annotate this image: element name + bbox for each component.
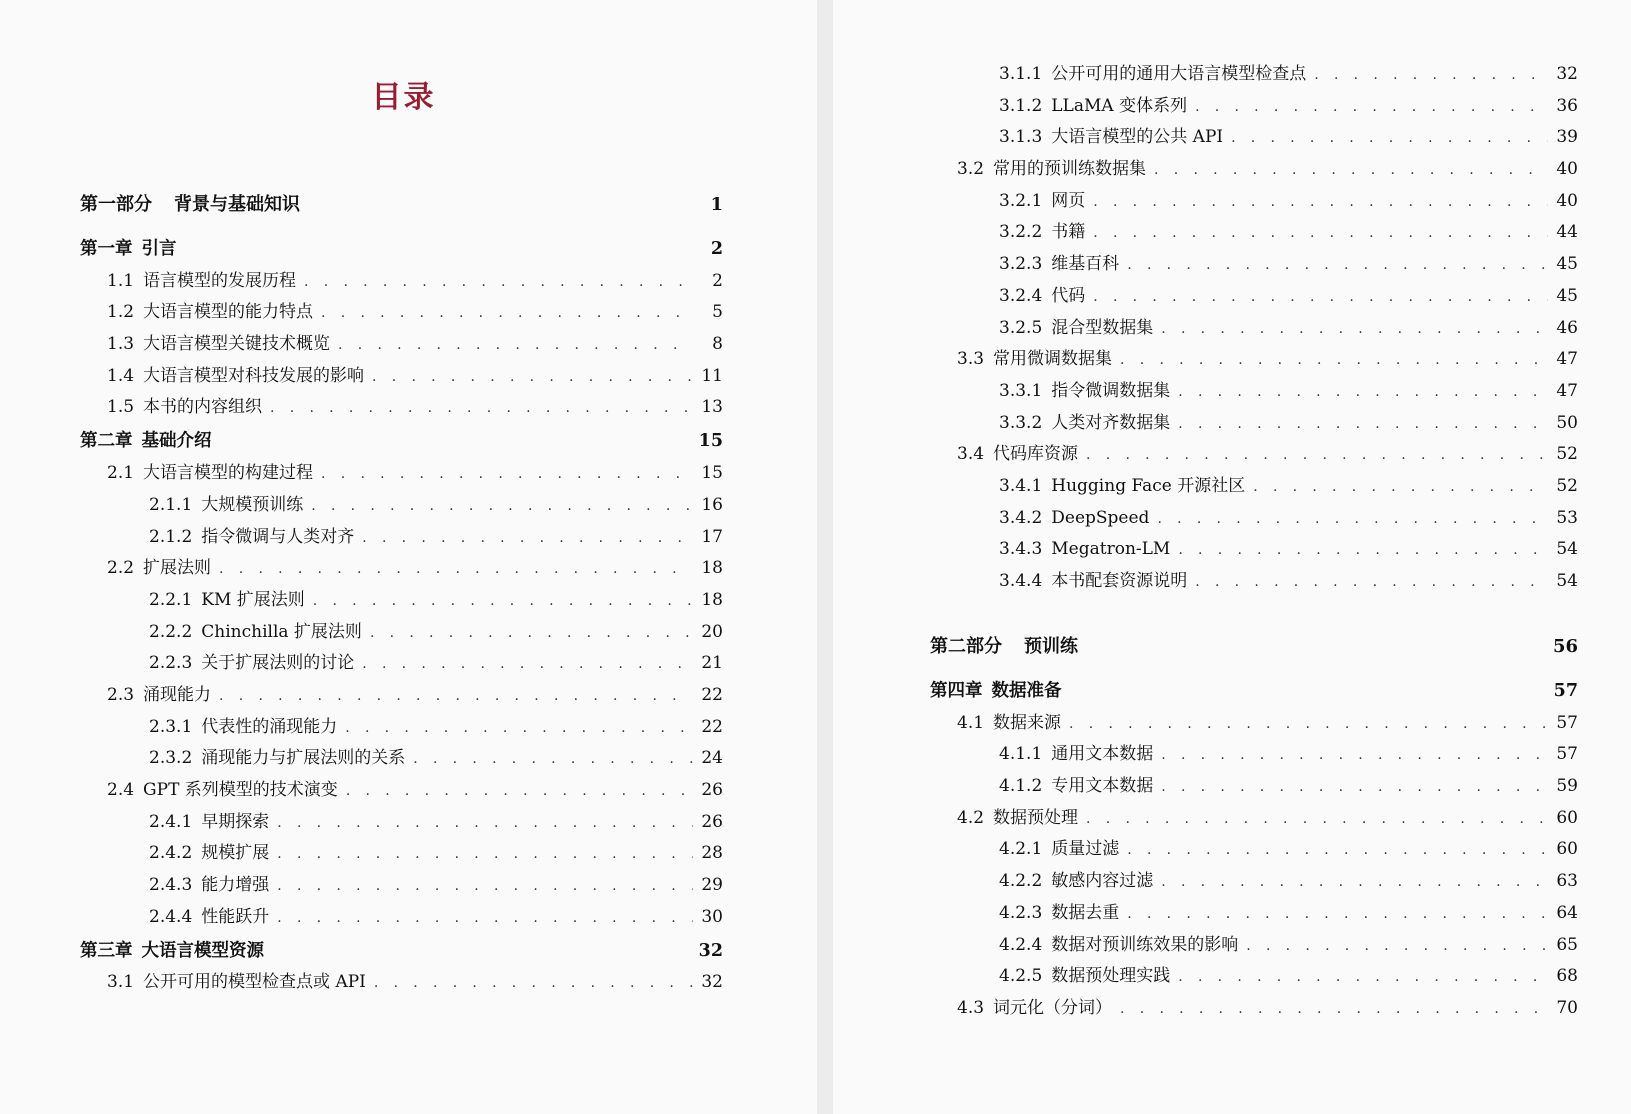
toc-page-number: 18 (701, 589, 723, 610)
toc-entry-number: 1.3 (107, 334, 135, 355)
toc-page-number: 70 (1556, 997, 1578, 1018)
toc-page-number: 60 (1556, 807, 1578, 828)
toc-entry-number: 1.4 (107, 365, 135, 386)
toc-entry-subsection[interactable] (80, 493, 723, 517)
toc-page-number: 57 (1553, 681, 1578, 701)
toc-page-number: 11 (701, 365, 723, 386)
toc-entry-number: 2.2.3 (149, 653, 193, 674)
toc-entry-title: 公开可用的通用大语言模型检查点 (1051, 64, 1307, 84)
toc-entry-number: 3.4 (957, 444, 985, 465)
toc-entry-section[interactable] (80, 683, 723, 707)
toc-entry-number: 4.2 (957, 807, 985, 828)
toc-entry-title: 常用微调数据集 (993, 349, 1113, 370)
toc-entry-number: 3.2.2 (999, 222, 1043, 243)
toc-entry-title: 质量过滤 (1051, 839, 1120, 860)
toc-dot-leader (1161, 870, 1548, 894)
toc-entry-title: KM 扩展法则 (201, 589, 305, 610)
toc-entry-title: 数据去重 (1051, 902, 1120, 923)
toc-entry-section[interactable] (80, 970, 723, 994)
toc-entry-title: 代表性的涌现能力 (201, 716, 338, 737)
toc-entry-title: Hugging Face 开源社区 (1051, 475, 1246, 496)
toc-entry-subsection[interactable] (930, 901, 1578, 925)
toc-entry-number: 3.3 (957, 349, 985, 370)
toc-page-number: 63 (1556, 871, 1578, 892)
toc-page-number: 64 (1556, 902, 1578, 923)
toc-dot-leader (345, 716, 693, 740)
toc-entry-title: 大语言模型的构建过程 (143, 463, 314, 484)
toc-entry-title: DeepSpeed (1051, 507, 1150, 528)
toc-entry-part[interactable] (80, 193, 723, 217)
toc-entry-subsection[interactable] (80, 715, 723, 739)
toc-entry-title: 代码库资源 (993, 444, 1079, 465)
toc-entry-section[interactable] (930, 157, 1578, 181)
toc-dot-leader (1195, 95, 1548, 119)
toc-entry-section[interactable] (80, 556, 723, 580)
toc-list-left (80, 193, 723, 1002)
toc-page-number: 22 (701, 716, 723, 737)
toc-entry-number: 2.1 (107, 463, 135, 484)
toc-entry-subsection[interactable] (80, 905, 723, 929)
toc-dot-leader (1253, 475, 1548, 499)
toc-entry-chapter[interactable] (930, 679, 1578, 703)
toc-dot-leader (321, 462, 693, 486)
toc-dot-leader (1231, 126, 1548, 150)
toc-dot-leader (372, 365, 693, 389)
toc-entry-part[interactable] (930, 635, 1578, 659)
toc-entry-subsection[interactable] (930, 774, 1578, 798)
toc-entry-title: 早期探索 (201, 811, 270, 832)
toc-dot-leader (270, 396, 693, 420)
toc-entry-number: 3.3.1 (999, 380, 1043, 401)
toc-entry-number: 1.5 (107, 397, 135, 418)
toc-entry-number: 3.4.1 (999, 475, 1043, 496)
toc-entry-subsection[interactable] (80, 651, 723, 675)
toc-entry-title: 大语言模型资源 (141, 940, 264, 961)
toc-page-number: 65 (1556, 934, 1578, 955)
toc-entry-title: 词元化（分词） (993, 997, 1113, 1018)
toc-entry-subsection[interactable] (80, 841, 723, 865)
toc-dot-leader (321, 301, 693, 325)
toc-dot-leader (1157, 507, 1548, 531)
toc-entry-number: 3.1 (107, 972, 135, 993)
toc-entry-number: 2.4.2 (149, 843, 193, 864)
toc-entry-title: 敏感内容过滤 (1051, 871, 1154, 892)
toc-entry-subsection[interactable] (930, 189, 1578, 213)
toc-dot-leader (1178, 412, 1548, 436)
toc-entry-section[interactable] (80, 269, 723, 293)
toc-dot-leader (1120, 348, 1548, 372)
toc-dot-leader (346, 779, 693, 803)
toc-entry-subsection[interactable] (930, 125, 1578, 149)
toc-entry-title: Megatron-LM (1051, 539, 1171, 560)
toc-entry-subsection[interactable] (930, 316, 1578, 340)
toc-page-number: 13 (701, 397, 723, 418)
toc-page-number: 45 (1556, 254, 1578, 275)
toc-entry-number: 3.1.1 (999, 64, 1043, 84)
toc-entry-subsection[interactable] (930, 411, 1578, 435)
toc-dot-leader (277, 811, 693, 835)
toc-entry-title: 规模扩展 (201, 843, 270, 864)
toc-entry-title: Chinchilla 扩展法则 (201, 621, 362, 642)
toc-entry-subsection[interactable] (930, 220, 1578, 244)
toc-page-number: 53 (1556, 507, 1578, 528)
toc-entry-number: 2.3.2 (149, 748, 193, 769)
toc-entry-number: 4.1.2 (999, 776, 1043, 797)
toc-dot-leader (1086, 807, 1548, 831)
toc-entry-title: 大语言模型关键技术概览 (143, 334, 331, 355)
toc-entry-subsection[interactable] (80, 810, 723, 834)
toc-entry-number: 第二部分 (930, 636, 1002, 657)
toc-page-number: 60 (1556, 839, 1578, 860)
toc-dot-leader (277, 842, 693, 866)
toc-page-number: 68 (1556, 966, 1578, 987)
toc-entry-number: 第三章 (80, 940, 133, 961)
toc-entry-section[interactable] (930, 711, 1578, 735)
toc-entry-title: 大语言模型的公共 API (1051, 127, 1224, 148)
toc-page-number: 52 (1556, 475, 1578, 496)
toc-entry-subsection[interactable] (80, 746, 723, 770)
toc-entry-subsection[interactable] (930, 252, 1578, 276)
toc-page-number: 54 (1556, 539, 1578, 560)
toc-entry-chapter[interactable] (80, 237, 723, 261)
toc-page-number: 40 (1556, 190, 1578, 211)
toc-entry-title: 关于扩展法则的讨论 (201, 653, 355, 674)
toc-entry-number: 3.2.4 (999, 285, 1043, 306)
toc-entry-number: 2.4 (107, 780, 135, 800)
toc-entry-title: 背景与基础知识 (174, 194, 300, 215)
toc-entry-number: 1.1 (107, 270, 135, 291)
toc-dot-leader (1178, 965, 1548, 989)
toc-page-number: 16 (701, 494, 723, 515)
toc-entry-number: 3.4.2 (999, 507, 1043, 528)
toc-entry-title: 指令微调数据集 (1051, 380, 1171, 401)
toc-entry-subsection[interactable] (930, 94, 1578, 118)
toc-page-number: 36 (1556, 95, 1578, 116)
toc-dot-leader (413, 747, 693, 771)
toc-page-number: 44 (1556, 222, 1578, 243)
toc-dot-leader (304, 270, 693, 294)
toc-entry-section[interactable] (80, 461, 723, 485)
toc-entry-title: 数据预处理 (993, 807, 1079, 828)
toc-entry-chapter[interactable] (80, 429, 723, 453)
toc-entry-subsection[interactable] (930, 869, 1578, 893)
toc-entry-title: LLaMA 变体系列 (1051, 95, 1188, 116)
toc-page-number: 32 (698, 940, 723, 961)
toc-dot-leader (1093, 190, 1548, 214)
toc-entry-number: 2.4.4 (149, 906, 193, 927)
toc-dot-leader (1127, 838, 1548, 862)
toc-page-number: 28 (701, 843, 723, 864)
toc-page-number: 39 (1556, 127, 1578, 148)
toc-entry-section[interactable] (80, 778, 723, 802)
toc-entry-section[interactable] (930, 442, 1578, 466)
toc-entry-title: 书籍 (1051, 222, 1086, 243)
toc-dot-leader (1161, 317, 1548, 341)
toc-entry-title: 数据来源 (993, 712, 1062, 733)
toc-dot-leader (1093, 221, 1548, 245)
toc-page-number: 45 (1556, 285, 1578, 306)
toc-page-number: 59 (1556, 776, 1578, 797)
toc-entry-section[interactable] (80, 300, 723, 324)
toc-dot-leader (1178, 380, 1548, 404)
toc-dot-leader (362, 526, 693, 550)
toc-page-number: 54 (1556, 571, 1578, 591)
toc-entry-number: 2.1.1 (149, 494, 193, 515)
toc-page-number: 18 (701, 558, 723, 579)
toc-entry-subsection[interactable] (930, 742, 1578, 766)
toc-entry-subsection[interactable] (930, 569, 1578, 593)
toc-dot-leader (311, 494, 693, 518)
toc-page-number: 40 (1556, 159, 1578, 180)
toc-entry-title: 本书的内容组织 (143, 397, 263, 418)
toc-entry-number: 2.3.1 (149, 716, 193, 737)
toc-entry-title: GPT 系列模型的技术演变 (143, 780, 338, 800)
toc-entry-title: 维基百科 (1051, 254, 1120, 275)
toc-page-number: 26 (701, 811, 723, 832)
toc-dot-leader (219, 684, 693, 708)
toc-entry-number: 第一章 (80, 239, 133, 259)
toc-entry-title: 扩展法则 (143, 558, 212, 579)
toc-page-number: 15 (701, 463, 723, 484)
toc-entry-number: 3.1.3 (999, 127, 1043, 148)
toc-entry-number: 2.4.3 (149, 875, 193, 896)
toc-page-number: 22 (701, 684, 723, 705)
toc-entry-title: 语言模型的发展历程 (143, 270, 297, 291)
toc-entry-title: 预训练 (1024, 636, 1078, 657)
toc-entry-number: 2.3 (107, 684, 135, 705)
toc-page-number: 20 (701, 621, 723, 642)
toc-entry-title: 代码 (1051, 285, 1086, 306)
toc-entry-subsection[interactable] (80, 873, 723, 897)
toc-page-number: 8 (712, 334, 723, 355)
toc-dot-leader (1178, 538, 1548, 562)
toc-entry-title: 指令微调与人类对齐 (201, 526, 355, 547)
toc-entry-section[interactable] (930, 806, 1578, 830)
toc-entry-section[interactable] (930, 996, 1578, 1020)
toc-entry-number: 2.1.2 (149, 526, 193, 547)
toc-entry-title: 涌现能力 (143, 684, 212, 705)
toc-entry-number: 4.1.1 (999, 744, 1043, 765)
toc-page-number: 21 (701, 653, 723, 674)
toc-dot-leader (1127, 253, 1548, 277)
toc-entry-title: 大语言模型的能力特点 (143, 302, 314, 323)
toc-entry-title: 本书配套资源说明 (1051, 571, 1188, 591)
toc-page-number: 57 (1556, 744, 1578, 765)
toc-dot-leader (1161, 775, 1548, 799)
toc-dot-leader (1120, 997, 1548, 1021)
toc-entry-title: 网页 (1051, 190, 1086, 211)
toc-entry-title: 引言 (141, 239, 177, 259)
toc-dot-leader (1093, 285, 1548, 309)
toc-page-number: 15 (698, 431, 723, 452)
toc-page-right (833, 0, 1631, 1114)
toc-entry-number: 4.2.4 (999, 934, 1043, 955)
toc-entry-title: 数据准备 (991, 681, 1062, 701)
toc-entry-number: 3.2 (957, 159, 985, 180)
toc-entry-number: 4.3 (957, 997, 985, 1018)
toc-entry-subsection[interactable] (930, 933, 1578, 957)
toc-page-number: 57 (1556, 712, 1578, 733)
toc-entry-subsection[interactable] (80, 588, 723, 612)
toc-list-right (930, 62, 1578, 1028)
toc-entry-title: 性能跃升 (201, 906, 270, 927)
toc-entry-number: 3.3.2 (999, 412, 1043, 433)
toc-entry-title: 人类对齐数据集 (1051, 412, 1171, 433)
toc-page-number: 32 (701, 972, 723, 993)
toc-page-number: 52 (1556, 444, 1578, 465)
toc-dot-leader (1069, 712, 1548, 736)
toc-entry-title: 大规模预训练 (201, 494, 304, 515)
toc-entry-number: 3.4.4 (999, 571, 1043, 591)
toc-entry-title: 数据预处理实践 (1051, 966, 1171, 987)
toc-page-number: 26 (701, 780, 723, 800)
toc-dot-leader (370, 621, 693, 645)
toc-entry-number: 2.2.1 (149, 589, 193, 610)
toc-entry-number: 2.4.1 (149, 811, 193, 832)
toc-page-number: 29 (701, 875, 723, 896)
toc-entry-subsection[interactable] (930, 474, 1578, 498)
toc-entry-number: 3.4.3 (999, 539, 1043, 560)
toc-dot-leader (1127, 902, 1548, 926)
toc-entry-title: 基础介绍 (141, 431, 212, 452)
toc-entry-number: 4.2.3 (999, 902, 1043, 923)
toc-page-number: 32 (1556, 64, 1578, 84)
toc-page-number: 5 (712, 302, 723, 323)
toc-entry-section[interactable] (80, 332, 723, 356)
toc-page-number: 2 (710, 239, 723, 259)
toc-entry-number: 4.1 (957, 712, 985, 733)
toc-page-number: 47 (1556, 349, 1578, 370)
toc-entry-title: 涌现能力与扩展法则的关系 (201, 748, 406, 769)
toc-dot-leader (1086, 443, 1548, 467)
toc-entry-subsection[interactable] (930, 506, 1578, 530)
toc-dot-leader (1154, 158, 1548, 182)
toc-entry-number: 1.2 (107, 302, 135, 323)
toc-entry-subsection[interactable] (930, 964, 1578, 988)
toc-page-number: 2 (712, 270, 723, 291)
toc-dot-leader (362, 652, 693, 676)
toc-entry-number: 第二章 (80, 431, 133, 452)
toc-entry-number: 2.2 (107, 558, 135, 579)
toc-entry-number: 2.2.2 (149, 621, 193, 642)
toc-entry-section[interactable] (80, 395, 723, 419)
toc-page-number: 1 (710, 194, 723, 215)
toc-dot-leader (338, 333, 693, 357)
toc-entry-title: 专用文本数据 (1051, 776, 1154, 797)
toc-dot-leader (374, 971, 693, 995)
toc-entry-subsection[interactable] (80, 620, 723, 644)
toc-dot-leader (1195, 570, 1548, 594)
toc-dot-leader (277, 874, 693, 898)
toc-entry-number: 第一部分 (80, 194, 152, 215)
toc-dot-leader (219, 557, 693, 581)
toc-entry-number: 4.2.2 (999, 871, 1043, 892)
toc-entry-subsection[interactable] (930, 537, 1578, 561)
toc-dot-leader (1246, 934, 1548, 958)
toc-page-number: 47 (1556, 380, 1578, 401)
toc-dot-leader (277, 906, 693, 930)
toc-entry-section[interactable] (930, 347, 1578, 371)
toc-dot-leader (313, 589, 693, 613)
toc-entry-number: 3.2.5 (999, 317, 1043, 338)
toc-entry-title: 混合型数据集 (1051, 317, 1154, 338)
toc-page-number: 30 (701, 906, 723, 927)
toc-entry-subsection[interactable] (930, 837, 1578, 861)
toc-entry-subsection[interactable] (80, 525, 723, 549)
toc-page-number: 24 (701, 748, 723, 769)
toc-entry-number: 3.1.2 (999, 95, 1043, 116)
toc-dot-leader (1314, 63, 1548, 87)
toc-entry-number: 3.2.1 (999, 190, 1043, 211)
page-title: 目录 (371, 80, 436, 115)
toc-page-number: 56 (1552, 636, 1578, 657)
toc-entry-number: 第四章 (930, 681, 983, 701)
toc-entry-subsection[interactable] (930, 379, 1578, 403)
toc-entry-subsection[interactable] (930, 284, 1578, 308)
toc-entry-number: 3.2.3 (999, 254, 1043, 275)
toc-entry-title: 通用文本数据 (1051, 744, 1154, 765)
toc-entry-title: 常用的预训练数据集 (993, 159, 1147, 180)
toc-entry-title: 大语言模型对科技发展的影响 (143, 365, 365, 386)
toc-entry-subsection[interactable] (930, 62, 1578, 86)
toc-page-number: 50 (1556, 412, 1578, 433)
toc-page-number: 46 (1556, 317, 1578, 338)
toc-entry-title: 能力增强 (201, 875, 270, 896)
toc-entry-chapter[interactable] (80, 939, 723, 963)
toc-page-number: 17 (701, 526, 723, 547)
toc-entry-number: 4.2.5 (999, 966, 1043, 987)
toc-entry-number: 4.2.1 (999, 839, 1043, 860)
toc-entry-section[interactable] (80, 364, 723, 388)
toc-entry-title: 公开可用的模型检查点或 API (143, 972, 366, 993)
toc-entry-title: 数据对预训练效果的影响 (1051, 934, 1239, 955)
toc-dot-leader (1161, 743, 1548, 767)
